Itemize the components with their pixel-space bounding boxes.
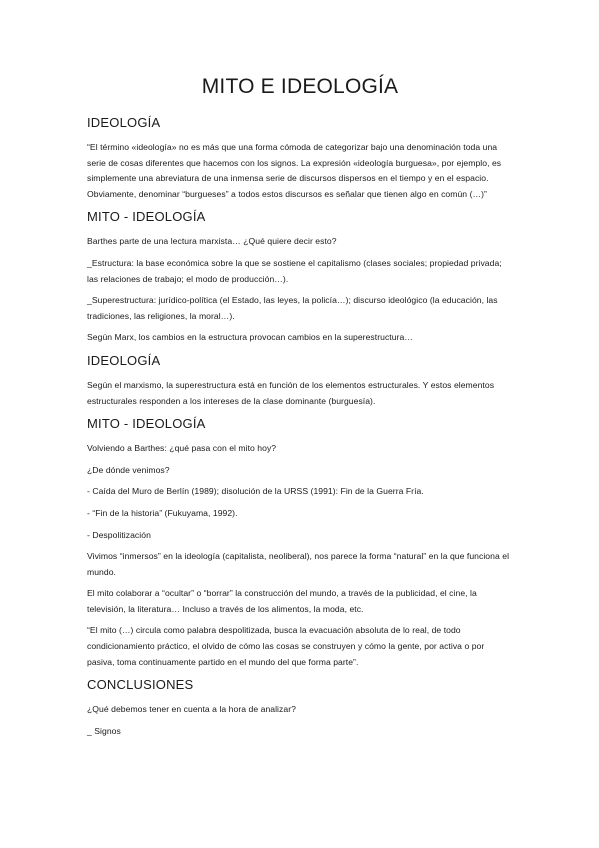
page-title: MITO E IDEOLOGÍA	[201, 75, 399, 98]
list-item: - Despolitización	[87, 529, 151, 540]
section-heading: CONCLUSIONES	[87, 677, 194, 693]
paragraph: El mito colaborar a “ocultar” o “borrar” la construcción del mundo, a través de la publicidad, el cine, la televisión, la literatura… Incluso a través de los alimentos, la moda, etc.	[87, 588, 477, 614]
section-mito-ideologia-2	[87, 415, 513, 670]
section-heading: IDEOLOGÍA	[87, 115, 161, 130]
paragraph: ¿Qué debemos tener en cuenta a la hora de analizar?	[87, 704, 296, 715]
list-item: _ Signos	[87, 725, 121, 736]
section-ideologia-2	[87, 352, 513, 409]
paragraph: Según el marxismo, la superestructura está en función de los elementos estructurales. Y estos elementos estructurales responden a los intereses de la clase dominante (burguesía).	[87, 379, 495, 406]
paragraph: _Superestructura: jurídico-política (el Estado, las leyes, la policía…); discurso ideológico (la educación, las tradiciones, las religiones, la moral…).	[87, 295, 498, 321]
section-mito-ideologia-1	[87, 208, 513, 346]
list-item: - “Fin de la historia” (Fukuyama, 1992).	[87, 507, 238, 518]
section-heading: MITO - IDEOLOGÍA	[87, 416, 206, 432]
section-heading: IDEOLOGÍA	[87, 352, 161, 368]
section-heading: MITO - IDEOLOGÍA	[87, 209, 206, 225]
paragraph: Vivimos “inmersos” en la ideología (capitalista, neoliberal), nos parece la forma “natural” en la que funciona el mundo.	[87, 551, 510, 577]
quote-paragraph: “El mito (…) circula como palabra despolitizada, busca la evacuación absoluta de lo real, de todo condicionamiento práctico, el olvido de cómo las cosas se construyen y cómo la gente, por activa o por pasiva, toma continuamente partido en el mundo del que forma parte”.	[87, 625, 485, 667]
paragraph: Según Marx, los cambios en la estructura provocan cambios en la superestructura…	[87, 332, 413, 343]
paragraph: _Estructura: la base económica sobre la que se sostiene el capitalismo (clases sociales; propiedad privada; las relaciones de trabajo; el modo de producción…).	[87, 257, 502, 284]
section-ideologia-1	[87, 114, 513, 202]
quote-paragraph: “El término «ideología» no es más que una forma cómoda de categorizar bajo una denominación toda una serie de cosas diferentes que hacemos con los signos. La expresión «ideología burguesa», por ejemplo, es simplemente una abreviatura de una inmensa serie de discursos dispersos en el tiempo y en el espacio. Obviamente, denominar “burgueses” a todos estos discursos es señalar que tienen algo en común (…)”	[87, 142, 502, 199]
list-item: - Caída del Muro de Berlín (1989); disolución de la URSS (1991): Fin de la Guerra Fría.	[87, 486, 424, 497]
paragraph: Volviendo a Barthes: ¿qué pasa con el mito hoy?	[87, 443, 277, 454]
section-conclusiones	[87, 676, 513, 739]
paragraph: ¿De dónde venimos?	[87, 464, 170, 475]
paragraph: Barthes parte de una lectura marxista… ¿Qué quiere decir esto?	[87, 236, 337, 247]
